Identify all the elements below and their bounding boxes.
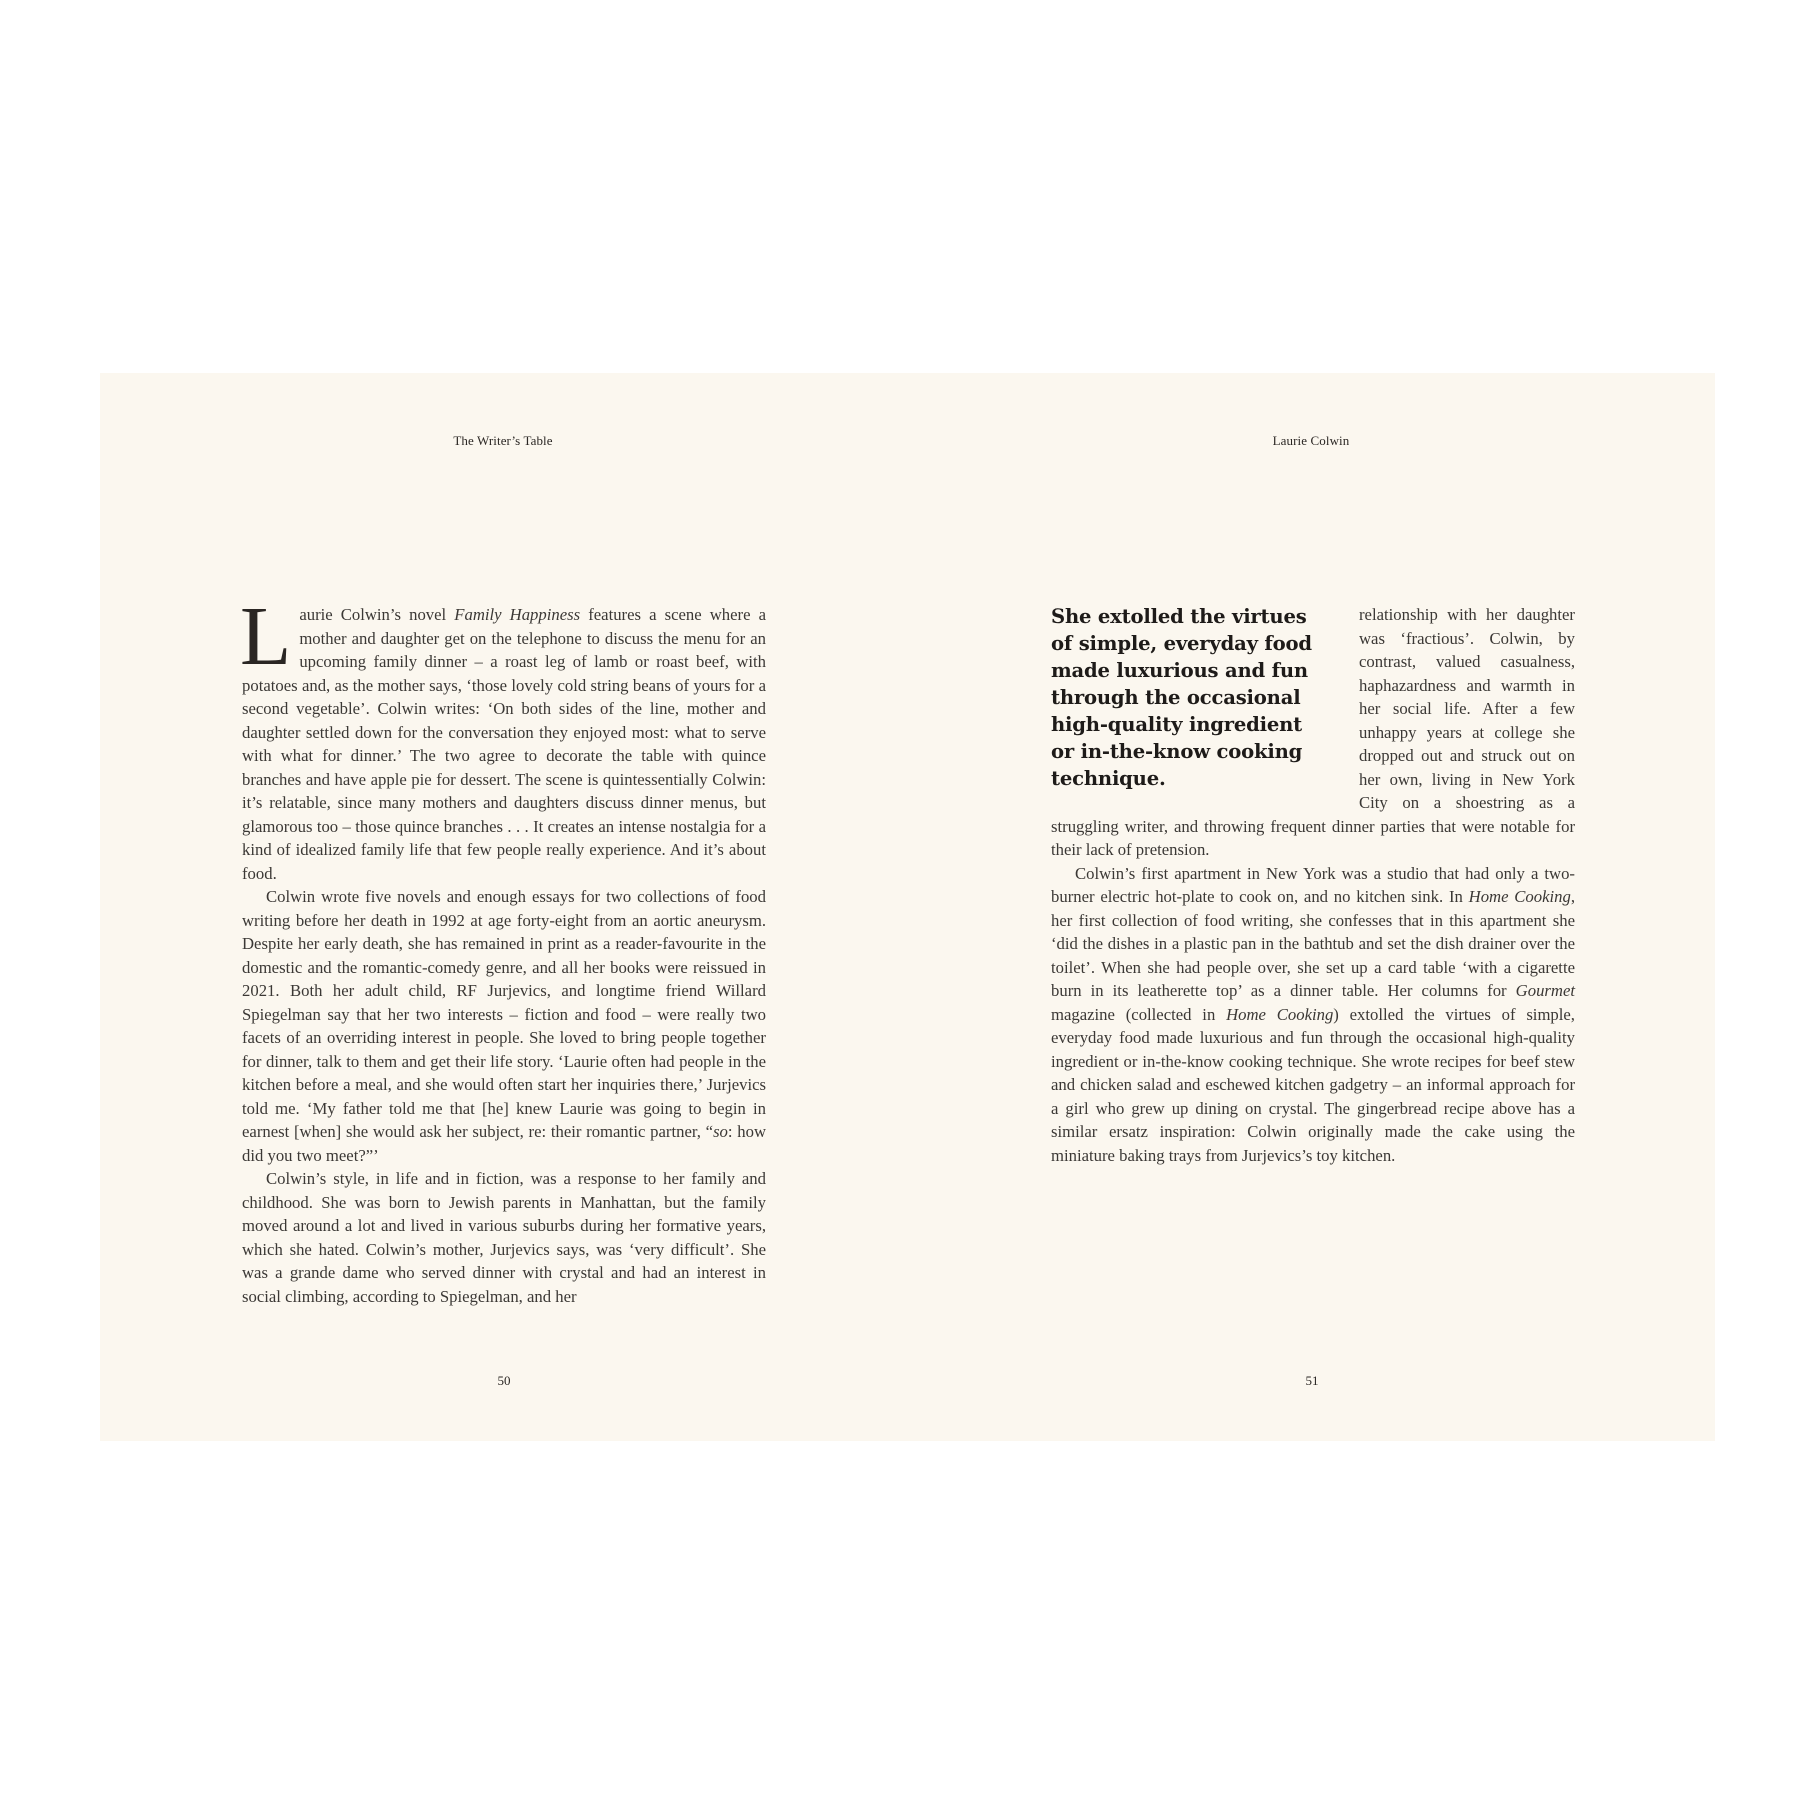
left-page-number: 50 bbox=[497, 1373, 511, 1388]
right-page-number: 51 bbox=[1305, 1373, 1319, 1388]
left-text-column bbox=[240, 590, 767, 1308]
book-spread bbox=[100, 373, 1715, 1441]
right-paragraph-2: Colwin’s first apartment in New York was a studio that had only a two-burner electric hot-plate to cook on, and no kitchen sink. In Home Cooking, her first collection of food writing, she confesses that in this apartment she ‘did the dishes in a plastic pan in the bathtub and set the dish drainer over the toilet’. When she had people over, she set up a card table ‘with a cigarette burn in its leatherette top’ as a dinner table. Her columns for Gourmet magazine (collected in Home Cooking) extolled the virtues of simple, everyday food made luxurious and fun through the occasional high-quality ingredient or in-the-know cooking technique. She wrote recipes for beef stew and chicken salad and eschewed kitchen gadgetry – an informal approach for a girl who grew up dining on crystal. The gingerbread recipe above has a similar ersatz inspiration: Colwin originally made the cake using the miniature baking trays from Jurjevics’s toy kitchen. bbox=[1051, 863, 1575, 1165]
drop-cap: L bbox=[240, 590, 292, 683]
left-paragraph-2: Colwin wrote five novels and enough essays for two collections of food writing before her death in 1992 at age forty-eight from an aortic aneurysm. Despite her early death, she has remained in print as a reader-favourite in the domestic and the romantic-comedy genre, and all her books were reissued in 2021. Both her adult child, RF Jurjevics, and longtime friend Willard Spiegelman say that her two interests – fiction and food – were really two facets of an overriding interest in people. She loved to bring people together for dinner, talk to them and get their life story. ‘Laurie often had people in the kitchen before a meal, and she would often start her inquiries there,’ Jurjevics told me. ‘My father told me that [he] knew Laurie was going to begin in earnest [when] she would ask her subject, re: their romantic partner, “so: how did you two meet?”’ bbox=[242, 887, 767, 1165]
book-title: Family Happiness bbox=[454, 605, 581, 624]
right-paragraph-1: relationship with her daughter was ‘fractious’. Colwin, by contrast, valued casualness, haphazardness and warmth in her social life. After a few unhappy years at college she dropped out and struck out on her own, living in New York City on a shoestring as a struggling writer, and throwing frequent dinner parties that were notable for their lack of pretension. bbox=[1051, 605, 1575, 859]
right-running-head: Laurie Colwin bbox=[1272, 433, 1350, 448]
left-running-head: The Writer’s Table bbox=[453, 433, 553, 448]
right-text-column bbox=[1051, 603, 1575, 1167]
left-paragraph-3: Colwin’s style, in life and in fiction, was a response to her family and childhood. She was born to Jewish parents in Manhattan, but the family moved around a lot and lived in various suburbs during her formative years, which she hated. Colwin’s mother, Jurjevics says, was ‘very difficult’. She was a grande dame who served dinner with crystal and had an interest in social climbing, according to Spiegelman, and her bbox=[242, 1169, 766, 1306]
pull-quote: She extolled the virtues of simple, everyday food made luxurious and fun through the occasional high-quality ingredient or in-the-know cooking technique. bbox=[1051, 605, 1312, 790]
left-paragraph-1: Laurie Colwin’s novel Family Happiness features a scene where a mother and daughter get on the telephone to discuss the menu for an upcoming family dinner – a roast leg of lamb or roast beef, with potatoes and, as the mother says, ‘those lovely cold string beans of yours for a second vegetable’. Colwin writes: ‘On both sides of the line, mother and daughter settled down for the conversation they enjoyed most: what to serve with what for dinner.’ The two agree to decorate the table with quince branches and have apple pie for dessert. The scene is quintessentially Colwin: it’s relatable, since many mothers and daughters discuss dinner menus, but glamorous too – those quince branches . . . It creates an intense nostalgia for a kind of idealized family life that few people really experience. And it’s about food. bbox=[240, 590, 766, 883]
